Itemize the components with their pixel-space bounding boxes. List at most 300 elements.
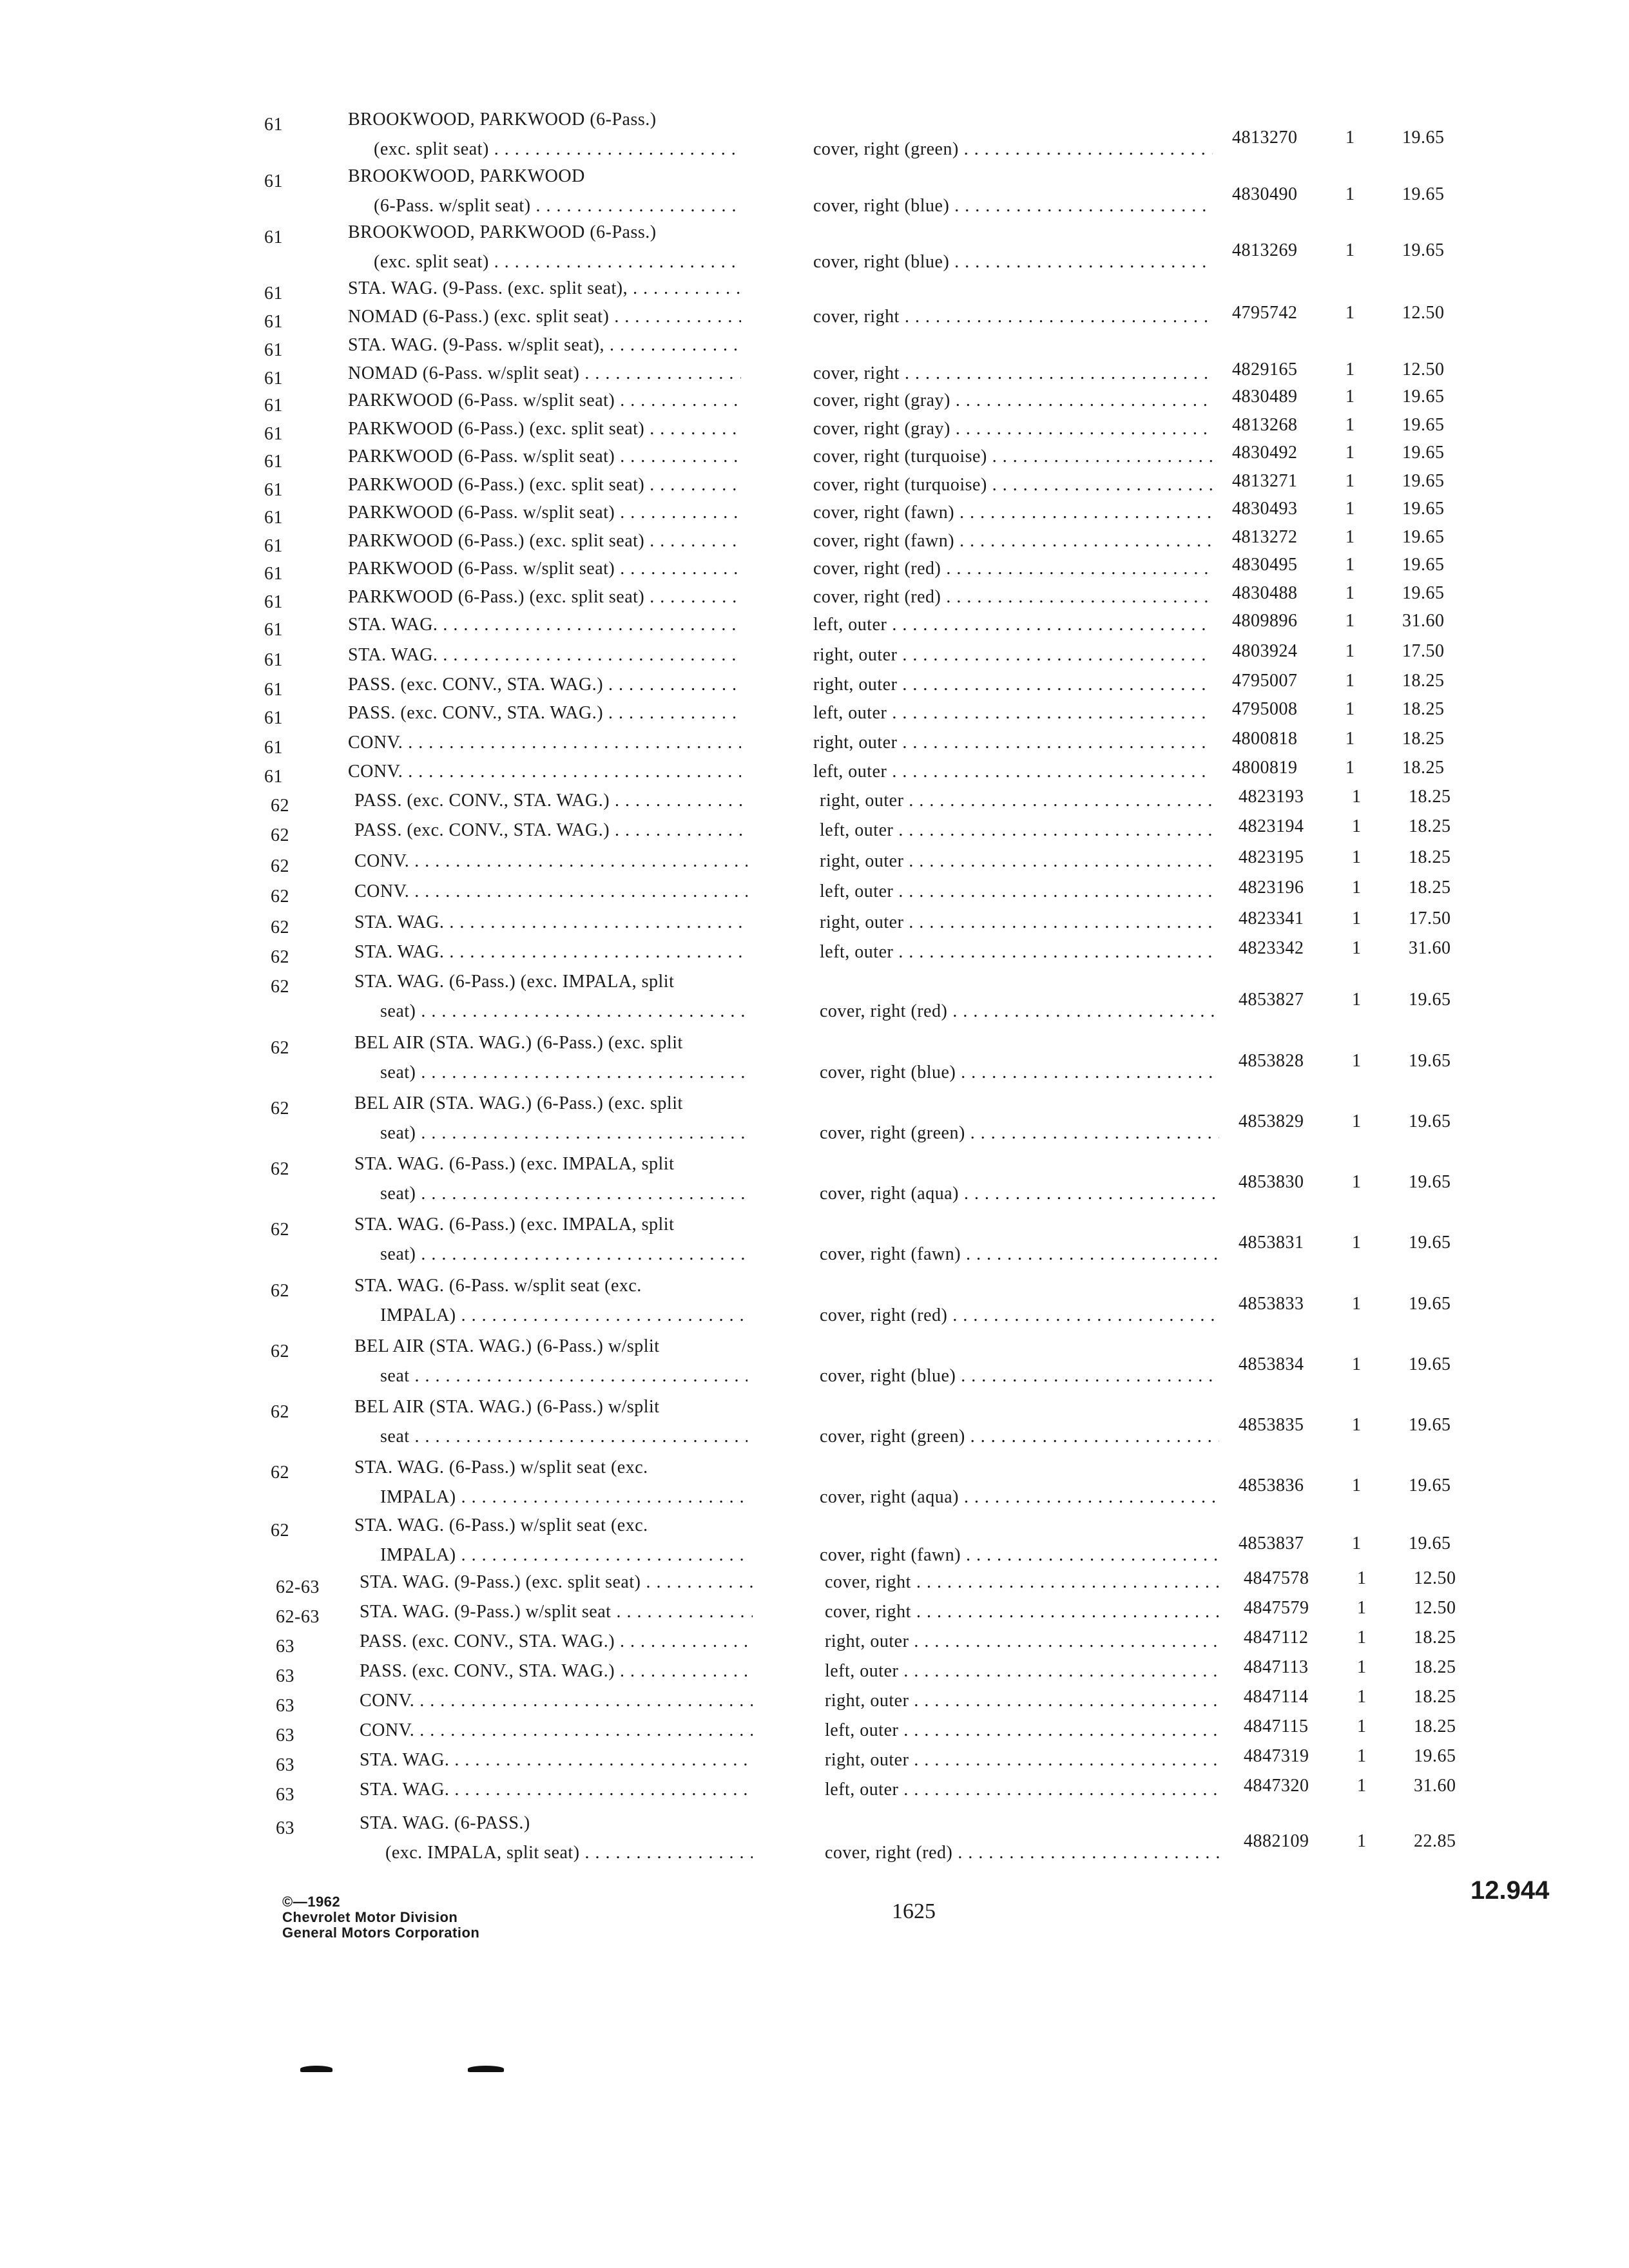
description-text: cover, right — [825, 1602, 911, 1622]
leader-dots — [956, 1062, 1219, 1082]
table-row — [0, 758, 1629, 790]
model-cell — [374, 139, 741, 160]
leader-dots — [897, 675, 1213, 695]
description-text: left, outer — [813, 703, 887, 723]
table-row — [0, 303, 1629, 335]
description-text: left, outer — [820, 881, 894, 901]
model-text: CONV. — [354, 851, 410, 871]
leader-dots — [898, 1720, 1224, 1740]
price-cell: 18.25 — [1409, 847, 1451, 867]
table-row — [0, 555, 1629, 587]
quantity-cell: 1 — [1357, 1746, 1367, 1766]
price-cell: 18.25 — [1414, 1716, 1456, 1736]
table-row — [0, 1457, 1629, 1515]
price-cell: 22.85 — [1414, 1831, 1456, 1851]
description-cell — [820, 820, 1219, 841]
model-text: (exc. split seat) — [374, 252, 489, 272]
table-row — [0, 938, 1629, 970]
description-text: cover, right (red) — [813, 587, 941, 607]
model-cell — [348, 675, 741, 695]
quantity-cell: 1 — [1357, 1657, 1367, 1677]
price-cell: 18.25 — [1414, 1657, 1456, 1677]
model-cell — [360, 1813, 753, 1834]
model-cell — [354, 791, 747, 811]
model-cell — [354, 1033, 747, 1053]
part-number-cell: 4853833 — [1239, 1294, 1304, 1314]
model-cell — [354, 851, 747, 872]
model-cell — [360, 1750, 753, 1771]
part-number-cell: 4813271 — [1232, 471, 1298, 491]
model-cell — [360, 1572, 753, 1593]
leader-dots — [403, 733, 741, 753]
table-row — [0, 1033, 1629, 1091]
description-text: right, outer — [825, 1750, 909, 1770]
table-row — [0, 1598, 1629, 1630]
quantity-cell: 1 — [1345, 303, 1355, 323]
year-cell: 62 — [271, 1281, 289, 1301]
year-cell: 61 — [264, 227, 283, 247]
description-cell — [813, 675, 1213, 695]
leader-dots — [909, 1691, 1224, 1711]
leader-dots — [628, 278, 741, 298]
table-row — [0, 1687, 1629, 1719]
quantity-cell: 1 — [1352, 908, 1362, 928]
year-cell: 61 — [264, 115, 283, 135]
model-text: seat — [380, 1427, 410, 1446]
leader-dots — [438, 615, 741, 635]
leader-dots — [909, 1631, 1224, 1651]
model-text: CONV. — [354, 881, 410, 901]
quantity-cell: 1 — [1352, 847, 1362, 867]
model-cell — [348, 475, 741, 495]
model-cell — [380, 1062, 747, 1083]
year-cell: 63 — [276, 1666, 294, 1686]
table-row — [0, 878, 1629, 910]
model-text: CONV. — [360, 1720, 415, 1740]
model-text: STA. WAG. — [360, 1780, 450, 1800]
year-cell: 61 — [264, 452, 283, 472]
scan-mark-left — [300, 2066, 333, 2072]
quantity-cell: 1 — [1345, 583, 1355, 603]
part-number-cell: 4853836 — [1239, 1475, 1304, 1495]
price-cell: 18.25 — [1402, 699, 1445, 719]
description-text: cover, right (blue) — [820, 1366, 956, 1386]
model-cell — [348, 645, 741, 666]
part-number-cell: 4823341 — [1239, 908, 1304, 928]
leader-dots — [959, 1184, 1219, 1204]
year-cell: 62 — [271, 1402, 289, 1422]
description-text: cover, right (blue) — [820, 1062, 956, 1082]
year-cell: 62-63 — [276, 1607, 320, 1627]
model-text: PARKWOOD (6-Pass.) (exc. split seat) — [348, 419, 645, 439]
model-text: STA. WAG. (9-Pass.) w/split seat — [360, 1602, 612, 1622]
part-number-cell: 4847112 — [1244, 1628, 1309, 1648]
model-cell — [348, 559, 741, 579]
table-row — [0, 816, 1629, 849]
model-cell — [360, 1661, 753, 1682]
part-number-cell: 4847319 — [1244, 1746, 1309, 1766]
leader-dots — [416, 1244, 747, 1264]
model-text: CONV. — [348, 733, 403, 753]
year-cell: 63 — [276, 1755, 294, 1775]
price-cell: 31.60 — [1409, 938, 1451, 958]
model-cell — [360, 1780, 753, 1800]
description-text: left, outer — [813, 615, 887, 635]
year-cell: 61 — [264, 340, 283, 360]
description-cell — [820, 1427, 1219, 1447]
model-text: IMPALA) — [380, 1487, 456, 1507]
leader-dots — [609, 307, 741, 327]
part-number-cell: 4813272 — [1232, 527, 1298, 547]
leader-dots — [947, 1305, 1219, 1325]
quantity-cell: 1 — [1345, 471, 1355, 491]
model-text: PASS. (exc. CONV., STA. WAG.) — [348, 675, 604, 695]
quantity-cell: 1 — [1352, 816, 1362, 836]
description-text: cover, right (blue) — [813, 196, 950, 216]
leader-dots — [900, 307, 1213, 327]
description-cell — [813, 475, 1213, 495]
quantity-cell: 1 — [1345, 729, 1355, 749]
year-cell: 62 — [271, 947, 289, 967]
leader-dots — [615, 447, 741, 466]
description-cell — [825, 1843, 1224, 1863]
quantity-cell: 1 — [1357, 1831, 1367, 1851]
model-text: PARKWOOD (6-Pass. w/split seat) — [348, 559, 615, 579]
model-text: PARKWOOD (6-Pass.) (exc. split seat) — [348, 587, 645, 607]
part-number-cell: 4823194 — [1239, 816, 1304, 836]
description-cell — [820, 851, 1219, 872]
leader-dots — [416, 1123, 747, 1143]
model-text: STA. WAG. (6-Pass.) (exc. IMPALA, split — [354, 1215, 675, 1235]
model-cell — [360, 1720, 753, 1741]
price-cell: 12.50 — [1402, 303, 1445, 323]
year-cell: 62 — [271, 887, 289, 907]
quantity-cell: 1 — [1345, 360, 1355, 380]
model-cell — [354, 942, 747, 963]
price-cell: 19.65 — [1409, 990, 1451, 1010]
description-cell — [825, 1780, 1224, 1800]
part-number-cell: 4847578 — [1244, 1568, 1309, 1588]
quantity-cell: 1 — [1352, 1475, 1362, 1495]
quantity-cell: 1 — [1345, 555, 1355, 575]
leader-dots — [644, 419, 741, 439]
model-text: STA. WAG. (6-PASS.) — [360, 1813, 530, 1833]
model-cell — [354, 912, 747, 933]
year-cell: 62-63 — [276, 1577, 320, 1597]
leader-dots — [641, 1572, 753, 1592]
leader-dots — [489, 252, 741, 272]
part-number-cell: 4853830 — [1239, 1172, 1304, 1192]
model-text: STA. WAG. (6-Pass.) (exc. IMPALA, split — [354, 1154, 675, 1174]
description-text: cover, right — [813, 363, 900, 383]
quantity-cell: 1 — [1352, 1354, 1362, 1374]
model-cell — [354, 881, 747, 902]
model-text: STA. WAG. — [354, 942, 445, 962]
description-cell — [820, 1545, 1219, 1566]
part-number-cell: 4853827 — [1239, 990, 1304, 1010]
model-text: PARKWOOD (6-Pass.) (exc. split seat) — [348, 531, 645, 551]
leader-dots — [987, 475, 1213, 495]
part-number-cell: 4823193 — [1239, 787, 1304, 807]
description-text: left, outer — [825, 1661, 899, 1681]
quantity-cell: 1 — [1345, 240, 1355, 260]
leader-dots — [416, 1062, 747, 1082]
table-row — [0, 278, 1629, 307]
model-cell — [348, 110, 741, 130]
model-text: seat) — [380, 1244, 416, 1264]
model-cell — [374, 252, 741, 273]
description-cell — [813, 447, 1213, 467]
year-cell: 61 — [264, 767, 283, 787]
leader-dots — [579, 363, 741, 383]
leader-dots — [611, 1602, 753, 1622]
part-number-cell: 4813269 — [1232, 240, 1298, 260]
description-text: cover, right — [825, 1572, 911, 1592]
leader-dots — [903, 912, 1219, 932]
table-row — [0, 1813, 1629, 1871]
model-cell — [380, 1487, 747, 1508]
model-text: NOMAD (6-Pass. w/split seat) — [348, 363, 580, 383]
year-cell: 62 — [271, 918, 289, 937]
leader-dots — [959, 1487, 1219, 1507]
leader-dots — [965, 1123, 1219, 1143]
table-row — [0, 387, 1629, 419]
quantity-cell: 1 — [1352, 1051, 1362, 1071]
year-cell: 61 — [264, 508, 283, 528]
quantity-cell: 1 — [1345, 527, 1355, 547]
price-cell: 19.65 — [1402, 387, 1445, 407]
model-cell — [380, 1366, 747, 1387]
leader-dots — [952, 1843, 1224, 1863]
leader-dots — [456, 1545, 747, 1565]
model-text: (exc. split seat) — [374, 139, 489, 159]
table-row — [0, 847, 1629, 879]
part-number-cell: 4882109 — [1244, 1831, 1309, 1851]
model-cell — [380, 1427, 747, 1447]
leader-dots — [941, 559, 1213, 579]
price-cell: 19.65 — [1402, 555, 1445, 575]
description-cell — [813, 615, 1213, 635]
price-cell: 19.65 — [1402, 184, 1445, 204]
price-cell: 19.65 — [1402, 128, 1445, 148]
description-cell — [813, 196, 1213, 216]
part-number-cell: 4853835 — [1239, 1415, 1304, 1435]
description-cell — [813, 733, 1213, 753]
leader-dots — [961, 1244, 1219, 1264]
quantity-cell: 1 — [1352, 1415, 1362, 1435]
year-cell: 61 — [264, 369, 283, 389]
model-cell — [348, 531, 741, 552]
price-cell: 19.65 — [1409, 1354, 1451, 1374]
year-cell: 62 — [271, 796, 289, 816]
description-text: cover, right (gray) — [813, 419, 950, 439]
price-cell: 12.50 — [1414, 1598, 1456, 1618]
leader-dots — [949, 196, 1213, 216]
model-cell — [374, 196, 741, 216]
quantity-cell: 1 — [1352, 990, 1362, 1010]
year-cell: 61 — [264, 620, 283, 640]
division-line: Chevrolet Motor Division — [282, 1909, 458, 1925]
year-cell: 62 — [271, 856, 289, 876]
part-number-cell: 4813268 — [1232, 415, 1298, 435]
quantity-cell: 1 — [1352, 878, 1362, 898]
table-row — [0, 699, 1629, 731]
price-cell: 19.65 — [1409, 1233, 1451, 1253]
description-text: cover, right (fawn) — [820, 1244, 961, 1264]
part-number-cell: 4847113 — [1244, 1657, 1309, 1677]
quantity-cell: 1 — [1352, 1172, 1362, 1192]
model-cell — [360, 1691, 753, 1711]
table-row — [0, 1657, 1629, 1689]
leader-dots — [456, 1305, 747, 1325]
description-text: cover, right — [813, 307, 900, 327]
year-cell: 62 — [271, 1521, 289, 1541]
model-cell — [348, 307, 741, 327]
part-number-cell: 4830490 — [1232, 184, 1298, 204]
year-cell: 63 — [276, 1818, 294, 1838]
year-cell: 61 — [264, 738, 283, 758]
quantity-cell: 1 — [1345, 641, 1355, 661]
year-cell: 63 — [276, 1785, 294, 1805]
model-cell — [354, 1276, 747, 1296]
price-cell: 18.25 — [1402, 729, 1445, 749]
model-cell — [385, 1843, 753, 1863]
year-cell: 62 — [271, 1038, 289, 1058]
part-number-cell: 4853829 — [1239, 1111, 1304, 1131]
part-number-cell: 4800819 — [1232, 758, 1298, 778]
description-cell — [820, 1062, 1219, 1083]
part-number-cell: 4809896 — [1232, 611, 1298, 631]
description-cell — [820, 1366, 1219, 1387]
quantity-cell: 1 — [1352, 787, 1362, 807]
description-text: right, outer — [813, 733, 898, 753]
leader-dots — [416, 1001, 747, 1021]
model-cell — [348, 587, 741, 608]
quantity-cell: 1 — [1357, 1628, 1367, 1648]
leader-dots — [489, 139, 741, 159]
model-cell — [348, 363, 741, 384]
model-text: NOMAD (6-Pass.) (exc. split seat) — [348, 307, 610, 327]
description-cell — [813, 307, 1213, 327]
leader-dots — [644, 587, 741, 607]
price-cell: 12.50 — [1402, 360, 1445, 380]
leader-dots — [403, 762, 741, 782]
description-cell — [825, 1602, 1224, 1622]
table-row — [0, 335, 1629, 363]
leader-dots — [959, 139, 1213, 159]
leader-dots — [893, 820, 1219, 840]
table-row — [0, 583, 1629, 615]
leader-dots — [900, 363, 1213, 383]
leader-dots — [449, 1750, 753, 1770]
leader-dots — [615, 1661, 753, 1681]
leader-dots — [987, 447, 1213, 466]
price-cell: 19.65 — [1409, 1294, 1451, 1314]
part-number-cell: 4853837 — [1239, 1533, 1304, 1553]
description-text: left, outer — [825, 1780, 899, 1800]
model-cell — [354, 1397, 747, 1418]
model-text: STA. WAG. (9-Pass. (exc. split seat), — [348, 278, 628, 298]
leader-dots — [414, 1691, 753, 1711]
description-cell — [825, 1572, 1224, 1593]
quantity-cell: 1 — [1345, 415, 1355, 435]
model-text: seat) — [380, 1062, 416, 1082]
quantity-cell: 1 — [1357, 1598, 1367, 1618]
description-cell — [825, 1661, 1224, 1682]
table-row — [0, 1716, 1629, 1749]
table-row — [0, 110, 1629, 168]
model-text: PARKWOOD (6-Pass.) (exc. split seat) — [348, 475, 645, 495]
model-text: STA. WAG. (6-Pass.) (exc. IMPALA, split — [354, 972, 675, 992]
description-cell — [813, 503, 1213, 523]
part-number-cell: 4795742 — [1232, 303, 1298, 323]
leader-dots — [615, 503, 741, 523]
price-cell: 19.65 — [1402, 499, 1445, 519]
price-cell: 19.65 — [1402, 240, 1445, 260]
price-cell: 18.25 — [1409, 878, 1451, 898]
part-number-cell: 4795008 — [1232, 699, 1298, 719]
leader-dots — [610, 820, 747, 840]
year-cell: 61 — [264, 312, 283, 332]
model-text: PASS. (exc. CONV., STA. WAG.) — [354, 820, 610, 840]
model-text: PASS. (exc. CONV., STA. WAG.) — [360, 1661, 615, 1681]
price-cell: 12.50 — [1414, 1568, 1456, 1588]
table-row — [0, 499, 1629, 531]
model-text: PARKWOOD (6-Pass. w/split seat) — [348, 390, 615, 410]
leader-dots — [950, 390, 1213, 410]
part-number-cell: 4800818 — [1232, 729, 1298, 749]
description-cell — [820, 881, 1219, 902]
leader-dots — [947, 1001, 1219, 1021]
leader-dots — [580, 1843, 753, 1863]
model-text: STA. WAG. (6-Pass.) w/split seat (exc. — [354, 1457, 648, 1477]
leader-dots — [911, 1572, 1224, 1592]
leader-dots — [893, 942, 1219, 962]
leader-dots — [898, 1780, 1224, 1800]
model-cell — [380, 1123, 747, 1144]
description-text: left, outer — [813, 762, 887, 782]
year-cell: 62 — [271, 1159, 289, 1179]
quantity-cell: 1 — [1357, 1716, 1367, 1736]
model-cell — [348, 166, 741, 187]
description-cell — [820, 1123, 1219, 1144]
leader-dots — [897, 733, 1213, 753]
year-cell: 61 — [264, 592, 283, 612]
quantity-cell: 1 — [1357, 1687, 1367, 1707]
description-text: right, outer — [813, 675, 898, 695]
model-text: STA. WAG. (9-Pass.) (exc. split seat) — [360, 1572, 641, 1592]
quantity-cell: 1 — [1345, 671, 1355, 691]
model-text: PASS. (exc. CONV., STA. WAG.) — [360, 1631, 615, 1651]
part-number-cell: 4830488 — [1232, 583, 1298, 603]
description-cell — [820, 1184, 1219, 1204]
leader-dots — [416, 1184, 747, 1204]
model-text: STA. WAG. (6-Pass. w/split seat (exc. — [354, 1276, 642, 1296]
table-row — [0, 471, 1629, 503]
description-cell — [820, 942, 1219, 963]
description-cell — [813, 390, 1213, 411]
quantity-cell: 1 — [1352, 1233, 1362, 1253]
price-cell: 19.65 — [1409, 1111, 1451, 1131]
leader-dots — [965, 1427, 1219, 1446]
table-row — [0, 1154, 1629, 1212]
leader-dots — [954, 503, 1213, 523]
description-text: cover, right (aqua) — [820, 1487, 959, 1507]
model-cell — [354, 1215, 747, 1235]
description-cell — [813, 587, 1213, 608]
description-text: right, outer — [820, 791, 904, 811]
description-text: right, outer — [820, 851, 904, 871]
